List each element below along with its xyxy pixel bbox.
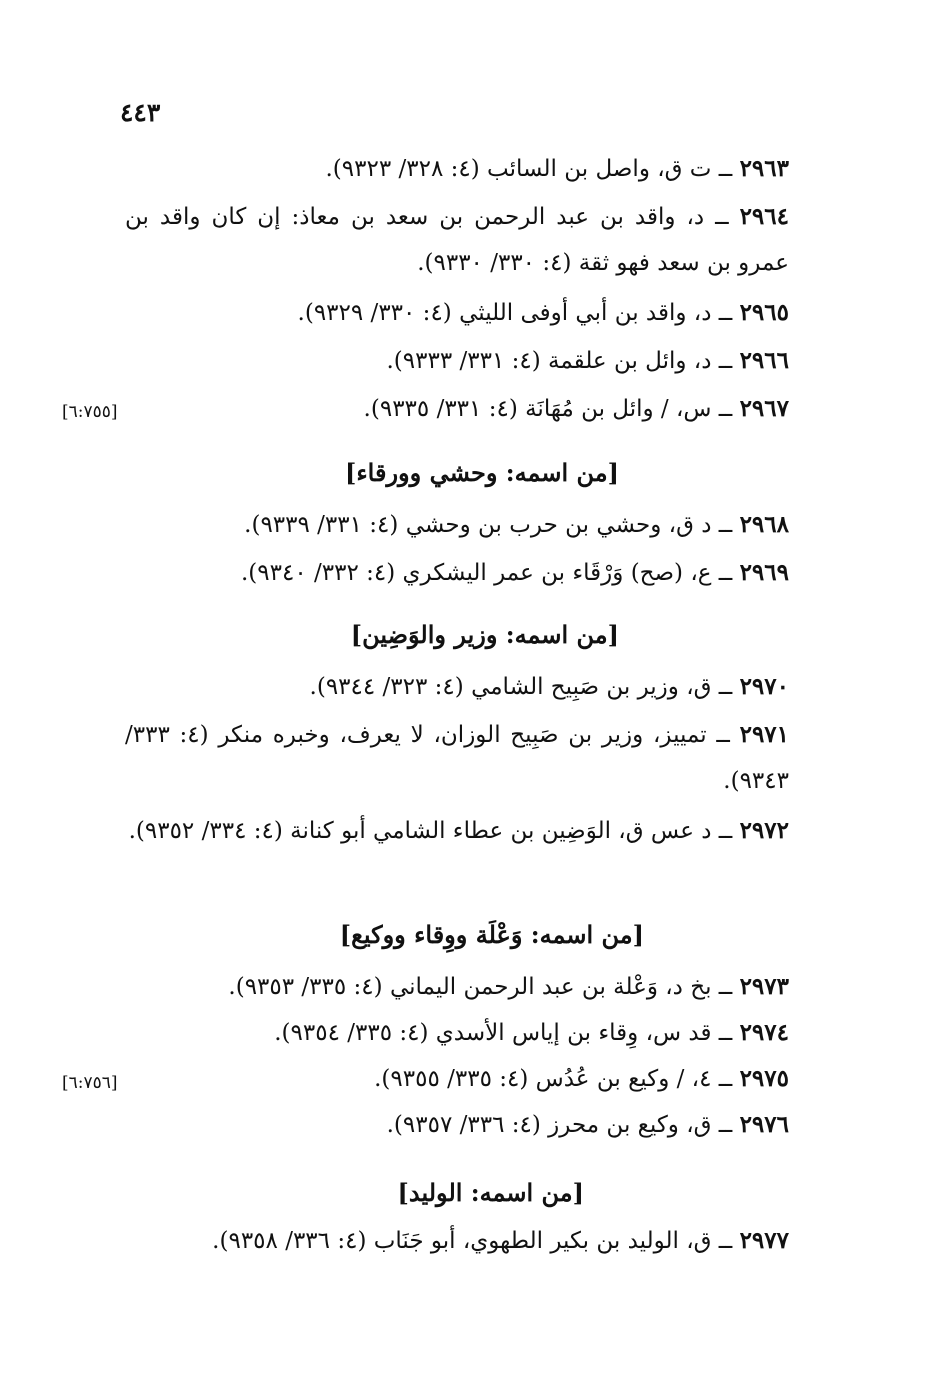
entry	[125, 194, 789, 286]
entry-number: ٢٩٦٦	[739, 347, 789, 374]
entry	[298, 290, 789, 336]
entry-number: ٢٩٧١	[739, 721, 790, 748]
entry-text: ــ ع، (صح) وَرْقَاء بن عمر اليشكري (٤: ٣٣٢/ ٩٣٤٠).	[241, 560, 733, 586]
section-heading: [من اسمه: الوليد]	[397, 1178, 584, 1207]
section-heading: [من اسمه: وَعْلَة ووِقاء ووكيع]	[339, 920, 644, 949]
entry-number: ٢٩٧٦	[739, 1111, 789, 1138]
entry-text: ــ س، / وائل بن مُهَانَة (٤: ٣٣١/ ٩٣٣٥).	[363, 396, 733, 422]
page-number: ٤٤٣	[120, 98, 161, 127]
entry	[274, 1010, 789, 1056]
section-heading: [من اسمه: وزير والوَضِين]	[350, 620, 619, 649]
entry-number: ٢٩٧٣	[739, 973, 789, 1000]
entry	[244, 502, 789, 548]
entry-number: ٢٩٧٢	[739, 817, 789, 844]
entry	[387, 338, 790, 384]
entry	[310, 664, 789, 710]
entry-number: ٢٩٦٨	[739, 511, 789, 538]
entry-text: ــ ٤، / وكيع بن عُدُس (٤: ٣٣٥/ ٩٣٥٥).	[374, 1066, 733, 1092]
entry-text: ــ ق، وزير بن صَبِيح الشامي (٤: ٣٢٣/ ٩٣٤٤).	[309, 674, 733, 700]
entry-number: ٢٩٧٥	[739, 1065, 789, 1092]
entry-text: ــ د ق، وحشي بن حرب بن وحشي (٤: ٣٣١/ ٩٣٣٩).	[244, 512, 733, 538]
entry	[125, 808, 789, 854]
entry-text: ــ د، وائل بن علقمة (٤: ٣٣١/ ٩٣٣٣).	[386, 348, 733, 374]
entry-text: ــ د، واقد بن عبد الرحمن بن سعد بن معاذ: إن كان واقد بن عمرو بن سعد فهو ثقة (٤: ٣٣٠/ ٩٣٣٠).	[125, 204, 789, 276]
margin-reference: [٦:٧٥٦]	[62, 1073, 118, 1093]
entry	[374, 1056, 789, 1102]
entry-text: ــ تمييز، وزير بن صَبِيح الوزان، لا يعرف، وخبره منكر (٤: ٣٣٣/ ٩٣٤٣).	[125, 722, 789, 794]
entry-number: ٢٩٦٣	[739, 155, 789, 182]
entry	[325, 146, 789, 192]
entry	[364, 386, 789, 432]
entry	[212, 1218, 789, 1264]
entry	[228, 964, 789, 1010]
entry-number: ٢٩٦٩	[739, 559, 789, 586]
entry-text: ــ د، واقد بن أبي أوفى الليثي (٤: ٣٣٠/ ٩٣٢٩).	[297, 300, 733, 326]
entry-text: ــ ت ق، واصل بن السائب (٤: ٣٢٨/ ٩٣٢٣).	[325, 156, 733, 182]
entry-number: ٢٩٦٥	[739, 299, 789, 326]
margin-reference: [٦:٧٥٥]	[62, 402, 118, 422]
entry-text: ــ د عس ق، الوَضِين بن عطاء الشامي أبو كنانة (٤: ٣٣٤/ ٩٣٥٢).	[128, 818, 733, 844]
entry-number: ٢٩٧٧	[739, 1227, 789, 1254]
entry-text: ــ قد س، وِقاء بن إياس الأسدي (٤: ٣٣٥/ ٩٣٥٤).	[274, 1020, 733, 1046]
entry-text: ــ ق، الوليد بن بكير الطهوي، أبو جَنَاب (٤: ٣٣٦/ ٩٣٥٨).	[212, 1228, 733, 1254]
entry-number: ٢٩٦٧	[739, 395, 789, 422]
section-heading: [من اسمه: وحشي وورقاء]	[345, 458, 619, 487]
entry-number: ٢٩٦٤	[739, 203, 789, 230]
entry-text: ــ ق، وكيع بن محرز (٤: ٣٣٦/ ٩٣٥٧).	[386, 1112, 733, 1138]
entry-number: ٢٩٧٤	[739, 1019, 789, 1046]
entry	[125, 712, 789, 804]
entry	[241, 550, 789, 596]
entry	[387, 1102, 789, 1148]
entry-text: ــ بخ د، وَعْلة بن عبد الرحمن اليماني (٤: ٣٣٥/ ٩٣٥٣).	[228, 974, 733, 1000]
entry-number: ٢٩٧٠	[739, 673, 789, 700]
